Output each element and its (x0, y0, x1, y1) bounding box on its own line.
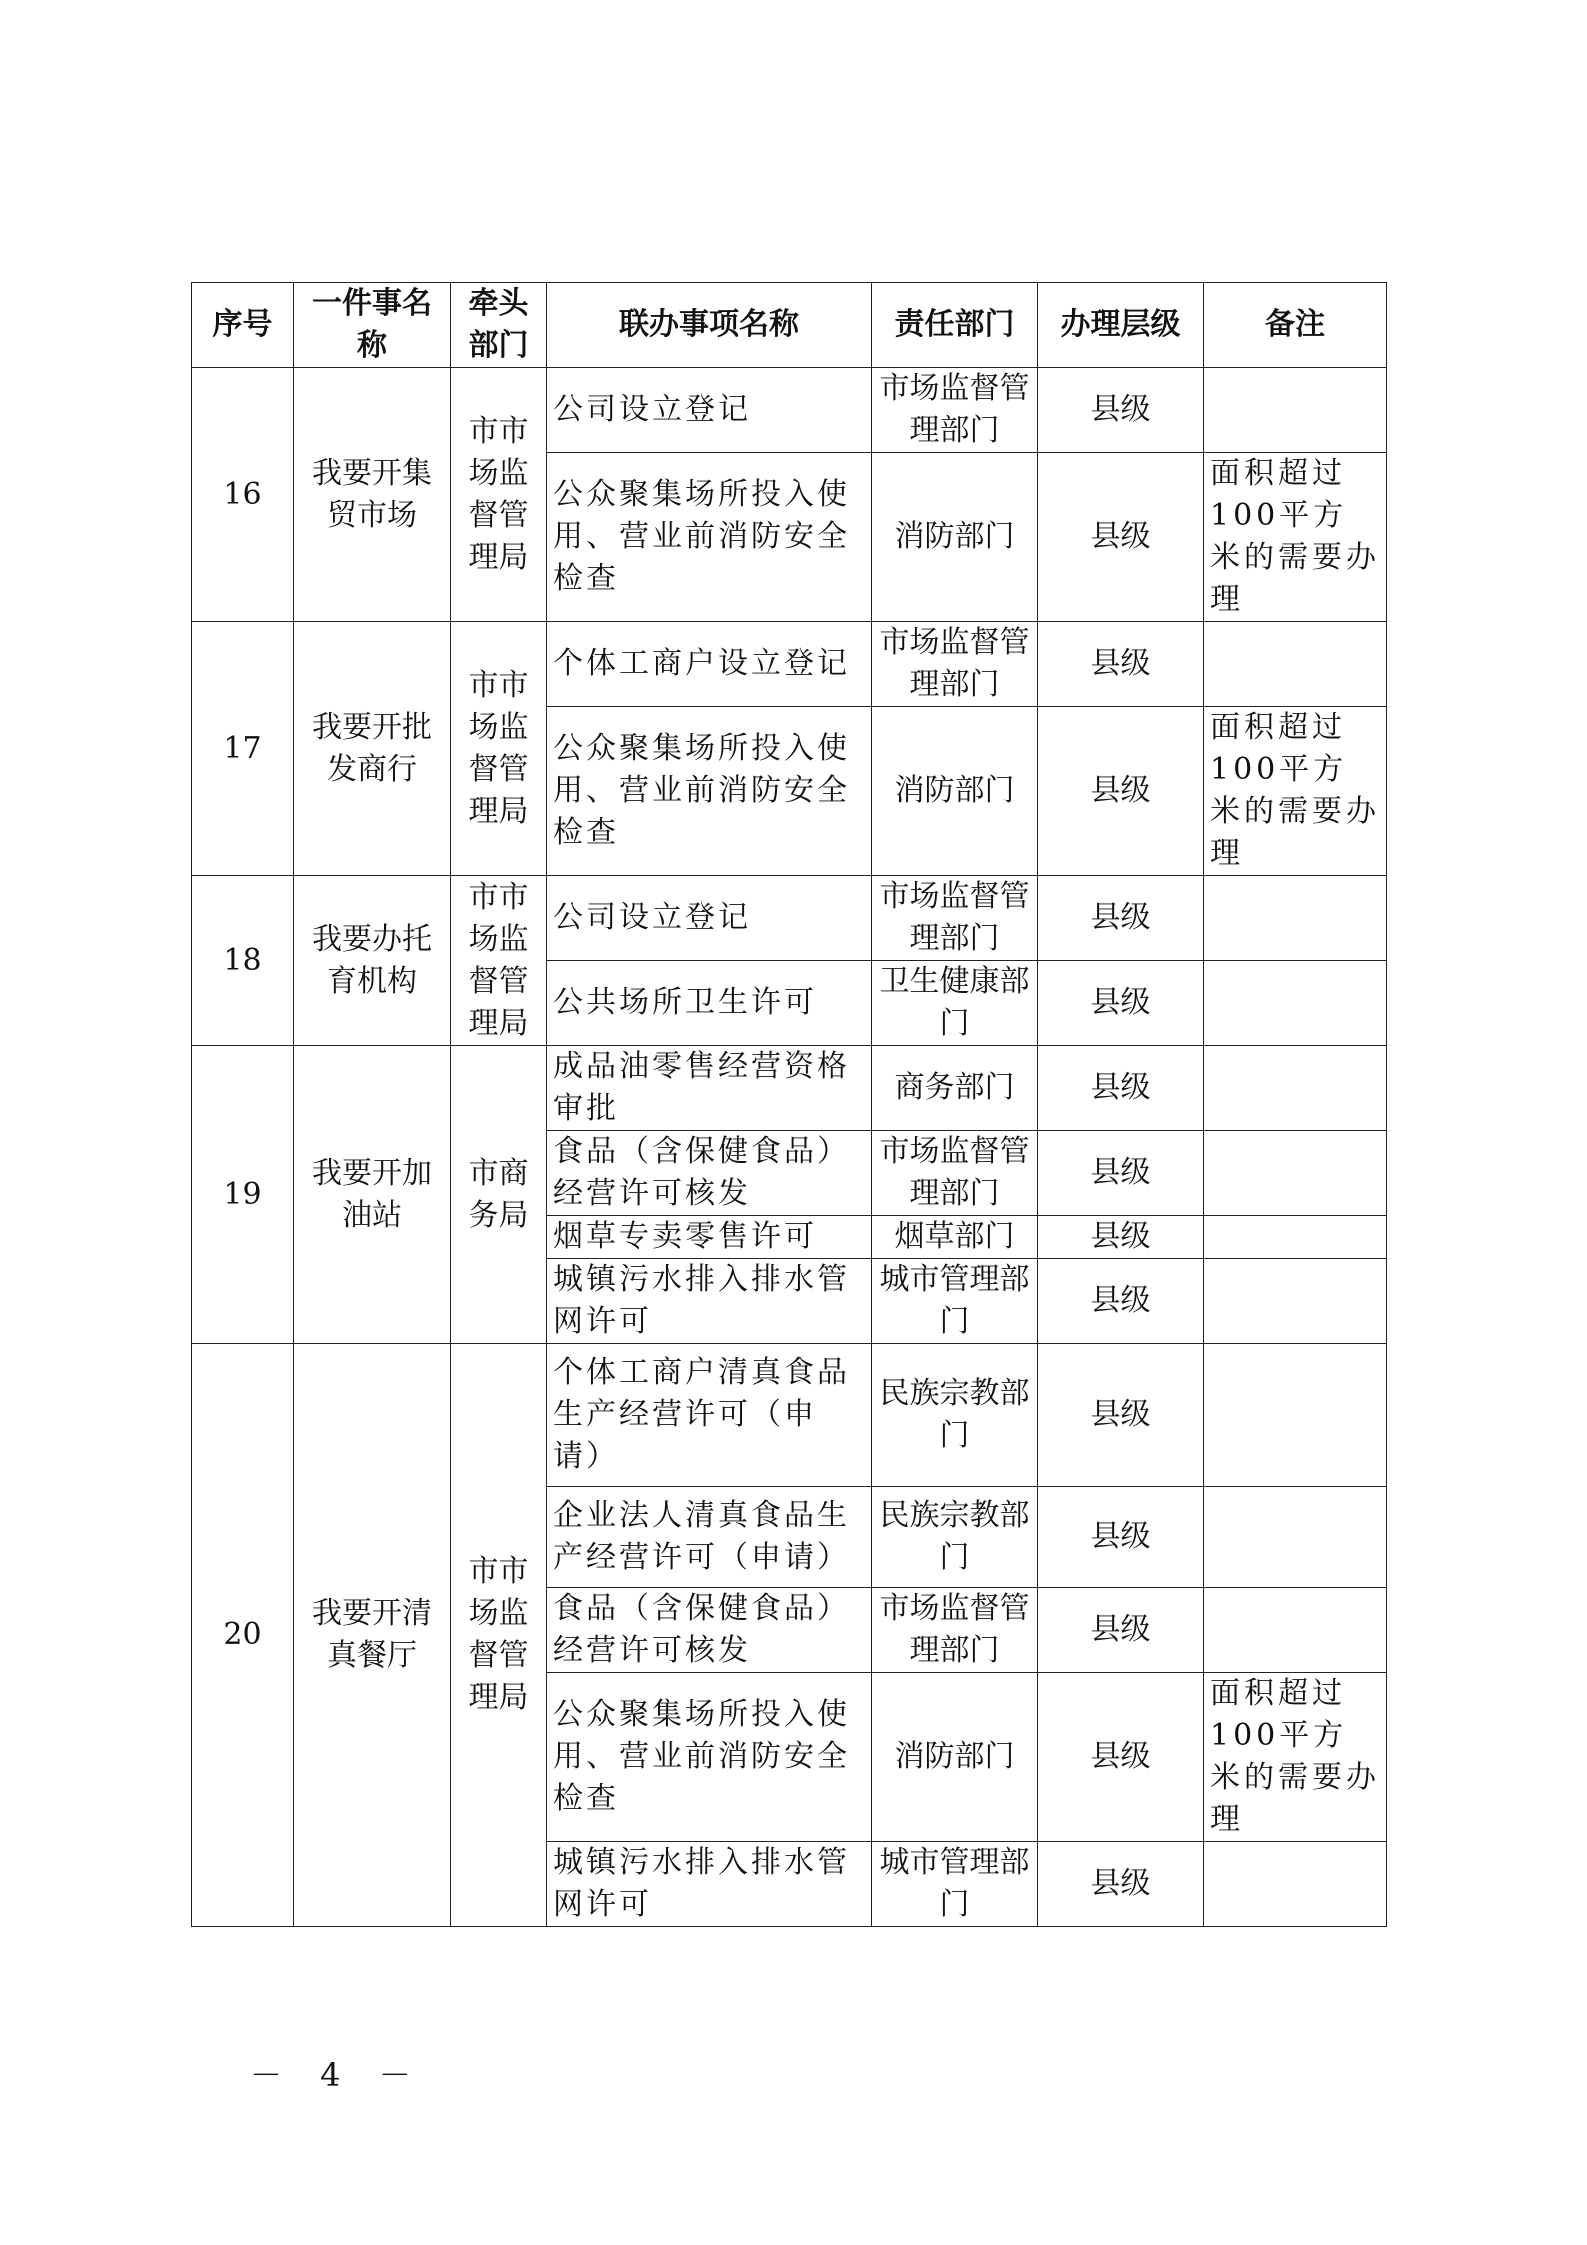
note (1204, 368, 1387, 453)
note (1204, 961, 1387, 1046)
table-row (192, 622, 1387, 707)
level: 县级 (1038, 1046, 1204, 1131)
joint-item: 公众聚集场所投入使用、营业前消防安全检查 (547, 707, 872, 876)
header-lead-dept: 牵头部门 (451, 283, 547, 368)
lead-dept: 市市场监督管理局 (451, 368, 547, 622)
joint-item: 公司设立登记 (547, 876, 872, 961)
resp-dept: 市场监督管理部门 (872, 876, 1038, 961)
level: 县级 (1038, 453, 1204, 622)
joint-item: 城镇污水排入排水管网许可 (547, 1842, 872, 1927)
joint-item: 城镇污水排入排水管网许可 (547, 1259, 872, 1344)
header-no: 序号 (192, 283, 294, 368)
page-number: － 4 － (250, 2056, 425, 2094)
joint-item: 公众聚集场所投入使用、营业前消防安全检查 (547, 1673, 872, 1842)
note (1204, 1216, 1387, 1259)
resp-dept: 市场监督管理部门 (872, 1588, 1038, 1673)
matter-name: 我要开集贸市场 (294, 368, 451, 622)
joint-item: 公众聚集场所投入使用、营业前消防安全检查 (547, 453, 872, 622)
row-no: 17 (192, 622, 294, 876)
level: 县级 (1038, 1259, 1204, 1344)
joint-item: 食品（含保健食品）经营许可核发 (547, 1131, 872, 1216)
note (1204, 1842, 1387, 1927)
table-row (192, 368, 1387, 453)
table-header-row (192, 283, 1387, 368)
matter-name: 我要开批发商行 (294, 622, 451, 876)
header-matter-name: 一件事名称 (294, 283, 451, 368)
row-no: 16 (192, 368, 294, 622)
joint-item: 个体工商户设立登记 (547, 622, 872, 707)
note (1204, 1259, 1387, 1344)
note (1204, 1344, 1387, 1487)
joint-item: 食品（含保健食品）经营许可核发 (547, 1588, 872, 1673)
resp-dept: 民族宗教部门 (872, 1487, 1038, 1588)
note: 面积超过100平方米的需要办理 (1204, 1673, 1387, 1842)
matter-name: 我要开清真餐厅 (294, 1344, 451, 1927)
resp-dept: 城市管理部门 (872, 1842, 1038, 1927)
header-level: 办理层级 (1038, 283, 1204, 368)
lead-dept: 市市场监督管理局 (451, 1344, 547, 1927)
table-row (192, 1046, 1387, 1131)
level: 县级 (1038, 876, 1204, 961)
matters-table (191, 282, 1387, 1927)
note (1204, 1046, 1387, 1131)
resp-dept: 消防部门 (872, 707, 1038, 876)
resp-dept: 卫生健康部门 (872, 961, 1038, 1046)
row-no: 18 (192, 876, 294, 1046)
matter-name: 我要开加油站 (294, 1046, 451, 1344)
joint-item: 成品油零售经营资格审批 (547, 1046, 872, 1131)
resp-dept: 市场监督管理部门 (872, 1131, 1038, 1216)
level: 县级 (1038, 961, 1204, 1046)
table-row (192, 876, 1387, 961)
note (1204, 1588, 1387, 1673)
level: 县级 (1038, 1216, 1204, 1259)
joint-item: 企业法人清真食品生产经营许可（申请） (547, 1487, 872, 1588)
header-joint-item: 联办事项名称 (547, 283, 872, 368)
level: 县级 (1038, 1673, 1204, 1842)
row-no: 20 (192, 1344, 294, 1927)
joint-item: 公共场所卫生许可 (547, 961, 872, 1046)
level: 县级 (1038, 368, 1204, 453)
joint-item: 烟草专卖零售许可 (547, 1216, 872, 1259)
level: 县级 (1038, 622, 1204, 707)
level: 县级 (1038, 1344, 1204, 1487)
lead-dept: 市商务局 (451, 1046, 547, 1344)
header-note: 备注 (1204, 283, 1387, 368)
note (1204, 1487, 1387, 1588)
note (1204, 1131, 1387, 1216)
joint-item: 个体工商户清真食品生产经营许可（申请） (547, 1344, 872, 1487)
lead-dept: 市市场监督管理局 (451, 876, 547, 1046)
note (1204, 622, 1387, 707)
resp-dept: 市场监督管理部门 (872, 622, 1038, 707)
resp-dept: 市场监督管理部门 (872, 368, 1038, 453)
level: 县级 (1038, 1588, 1204, 1673)
table-row (192, 1344, 1387, 1487)
resp-dept: 民族宗教部门 (872, 1344, 1038, 1487)
row-no: 19 (192, 1046, 294, 1344)
level: 县级 (1038, 707, 1204, 876)
note (1204, 876, 1387, 961)
joint-item: 公司设立登记 (547, 368, 872, 453)
level: 县级 (1038, 1842, 1204, 1927)
matter-name: 我要办托育机构 (294, 876, 451, 1046)
resp-dept: 消防部门 (872, 1673, 1038, 1842)
resp-dept: 城市管理部门 (872, 1259, 1038, 1344)
note: 面积超过100平方米的需要办理 (1204, 453, 1387, 622)
note: 面积超过100平方米的需要办理 (1204, 707, 1387, 876)
level: 县级 (1038, 1131, 1204, 1216)
level: 县级 (1038, 1487, 1204, 1588)
resp-dept: 消防部门 (872, 453, 1038, 622)
resp-dept: 烟草部门 (872, 1216, 1038, 1259)
lead-dept: 市市场监督管理局 (451, 622, 547, 876)
header-resp-dept: 责任部门 (872, 283, 1038, 368)
resp-dept: 商务部门 (872, 1046, 1038, 1131)
